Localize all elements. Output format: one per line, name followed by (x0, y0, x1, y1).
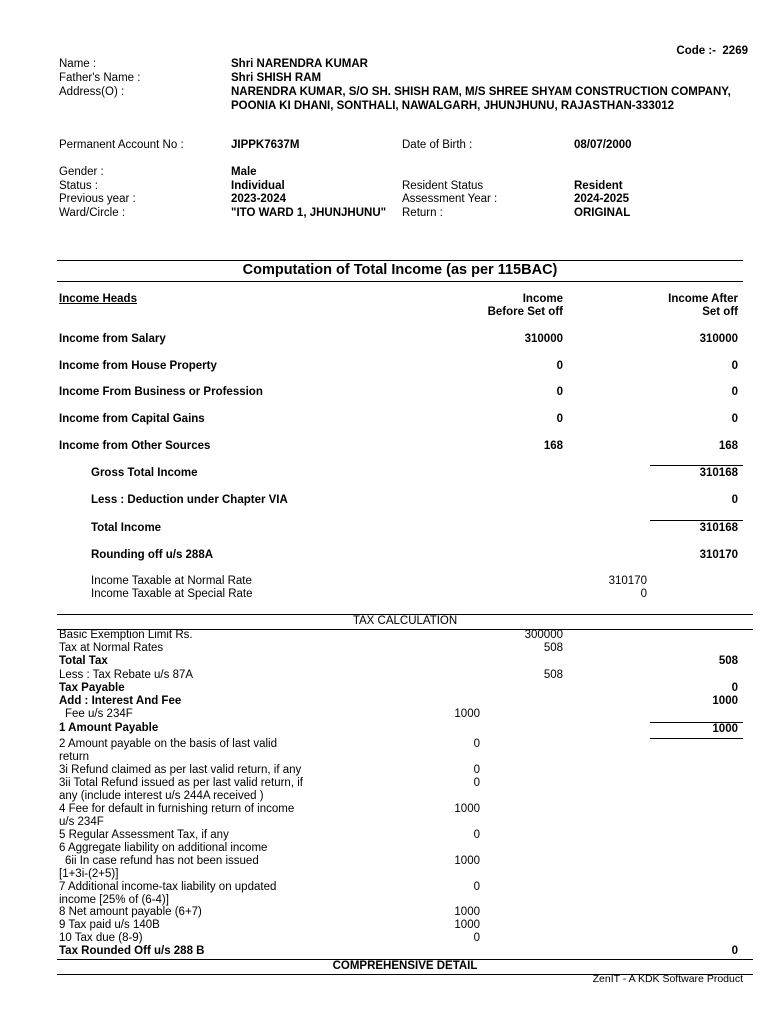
item-value: 1000 (454, 803, 480, 815)
item-line: 4 Fee for default in furnishing return of income (59, 803, 295, 815)
normal-rate-label: Income Taxable at Normal Rate (91, 575, 252, 587)
after-setoff-header-2: Set off (702, 306, 738, 318)
status-value: Individual (231, 180, 285, 192)
total-income-value: 310168 (699, 522, 738, 534)
income-row-before: 0 (556, 360, 563, 372)
income-row-label: Income From Business or Profession (59, 386, 263, 398)
tax-row-label: Tax Payable (59, 682, 125, 694)
address-line-2: POONIA KI DHANI, SONTHALI, NAWALGARH, JHUNJHUNU, RAJASTHAN-333012 (231, 100, 675, 112)
item-value: 1000 (454, 906, 480, 918)
rounding-value: 310170 (699, 549, 738, 561)
item-line: 6 Aggregate liability on additional income (59, 842, 268, 854)
return-value: ORIGINAL (574, 207, 631, 219)
income-row-before: 0 (556, 413, 563, 425)
assessment-year-label: Assessment Year : (402, 193, 498, 205)
tax-row-label: Add : Interest And Fee (59, 695, 182, 707)
item-value: 0 (473, 881, 480, 893)
item-line: 10 Tax due (8-9) (59, 932, 143, 944)
sum-line (650, 722, 743, 723)
resident-status-value: Resident (574, 180, 623, 192)
prev-year-label: Previous year : (59, 193, 136, 205)
prev-year-value: 2023-2024 (231, 193, 286, 205)
rounding-label: Rounding off u/s 288A (91, 549, 214, 561)
dob-value: 08/07/2000 (574, 139, 632, 151)
after-setoff-header-1: Income After (668, 293, 738, 305)
ward-value: "ITO WARD 1, JHUNJHUNU" (231, 207, 387, 219)
item-value: 0 (473, 738, 480, 750)
item-line: [1+3i-(2+5)] (59, 868, 119, 880)
dob-label: Date of Birth : (402, 139, 473, 151)
ward-label: Ward/Circle : (59, 207, 126, 219)
computation-title: Computation of Total Income (as per 115BAC) (242, 262, 558, 278)
amount-payable-value: 1000 (712, 723, 738, 735)
tax-calculation-title: TAX CALCULATION (352, 615, 458, 627)
resident-status-label: Resident Status (402, 180, 484, 192)
divider (57, 281, 743, 282)
income-row-label: Income from Other Sources (59, 440, 211, 452)
item-line: return (59, 751, 90, 763)
return-label: Return : (402, 207, 443, 219)
sum-line (650, 738, 743, 739)
income-row-before: 310000 (524, 333, 563, 345)
income-row-label: Income from Capital Gains (59, 413, 205, 425)
address-label: Address(O) : (59, 86, 125, 98)
income-row-label: Income from Salary (59, 333, 166, 345)
before-setoff-header-2: Before Set off (487, 306, 563, 318)
father-value: Shri SHISH RAM (231, 72, 322, 84)
code-label: Code :- (676, 45, 717, 57)
sum-line (650, 520, 743, 521)
name-value: Shri NARENDRA KUMAR (231, 58, 368, 70)
comprehensive-title: COMPREHENSIVE DETAIL (332, 960, 478, 972)
item-value: 0 (473, 777, 480, 789)
income-row-before: 0 (556, 386, 563, 398)
name-label: Name : (59, 58, 97, 70)
income-row-after: 168 (718, 440, 738, 452)
item-value: 0 (473, 932, 480, 944)
amount-payable-label: 1 Amount Payable (59, 722, 159, 734)
sum-line (650, 465, 743, 466)
special-rate-label: Income Taxable at Special Rate (91, 588, 253, 600)
code-value: 2269 (722, 45, 748, 57)
tax-row-right: 1000 (712, 695, 738, 707)
item-value: 0 (473, 829, 480, 841)
special-rate-value: 0 (640, 588, 647, 600)
income-row-after: 0 (731, 360, 738, 372)
income-row-label: Income from House Property (59, 360, 217, 372)
footer-text: ZenIT - A KDK Software Product (592, 973, 743, 985)
status-label: Status : (59, 180, 98, 192)
pan-label: Permanent Account No : (59, 139, 184, 151)
tax-row-inner: 508 (543, 669, 563, 681)
tax-row-label: Less : Tax Rebate u/s 87A (59, 669, 194, 681)
gross-total-label: Gross Total Income (91, 467, 198, 479)
item-line: 3i Refund claimed as per last valid return, if any (59, 764, 302, 776)
tax-row-right: 0 (731, 682, 738, 694)
tax-row-inner: 508 (543, 642, 563, 654)
deduction-value: 0 (731, 494, 738, 506)
item-line: any (include interest u/s 244A received ) (59, 790, 264, 802)
tax-row-label: Basic Exemption Limit Rs. (59, 629, 193, 641)
income-row-before: 168 (543, 440, 563, 452)
income-row-after: 0 (731, 413, 738, 425)
item-line: u/s 234F (59, 816, 104, 828)
tax-rounded-label: Tax Rounded Off u/s 288 B (59, 945, 205, 957)
tax-rounded-value: 0 (731, 945, 738, 957)
income-row-after: 310000 (699, 333, 738, 345)
tax-row-label: Total Tax (59, 655, 108, 667)
item-line: 9 Tax paid u/s 140B (59, 919, 160, 931)
item-value: 0 (473, 764, 480, 776)
divider (57, 260, 743, 261)
item-value: 1000 (454, 919, 480, 931)
total-income-label: Total Income (91, 522, 162, 534)
gender-label: Gender : (59, 166, 104, 178)
normal-rate-value: 310170 (608, 575, 647, 587)
assessment-year-value: 2024-2025 (574, 193, 629, 205)
pan-value: JIPPK7637M (231, 139, 300, 151)
gross-total-value: 310168 (699, 467, 738, 479)
tax-row-inner: 300000 (524, 629, 563, 641)
item-line: 3ii Total Refund issued as per last valid return, if (59, 777, 303, 789)
income-row-after: 0 (731, 386, 738, 398)
item-line: 7 Additional income-tax liability on updated (59, 881, 277, 893)
item-line: 5 Regular Assessment Tax, if any (59, 829, 229, 841)
income-heads-header: Income Heads (59, 293, 137, 305)
before-setoff-header-1: Income (522, 293, 563, 305)
tax-row-right: 508 (718, 655, 738, 667)
gender-value: Male (231, 166, 257, 178)
item-line: 2 Amount payable on the basis of last valid (59, 738, 278, 750)
tax-row-mid: 1000 (454, 708, 480, 720)
address-line-1: NARENDRA KUMAR, S/O SH. SHISH RAM, M/S SHREE SHYAM CONSTRUCTION COMPANY, (231, 86, 731, 98)
item-line: 6ii In case refund has not been issued (65, 855, 259, 867)
tax-row-label: Tax at Normal Rates (59, 642, 164, 654)
deduction-label: Less : Deduction under Chapter VIA (91, 494, 288, 506)
item-line: 8 Net amount payable (6+7) (59, 906, 202, 918)
item-line: income [25% of (6-4)] (59, 894, 169, 906)
code-line (676, 45, 748, 57)
father-label: Father's Name : (59, 72, 141, 84)
item-value: 1000 (454, 855, 480, 867)
tax-row-label: Fee u/s 234F (65, 708, 133, 720)
